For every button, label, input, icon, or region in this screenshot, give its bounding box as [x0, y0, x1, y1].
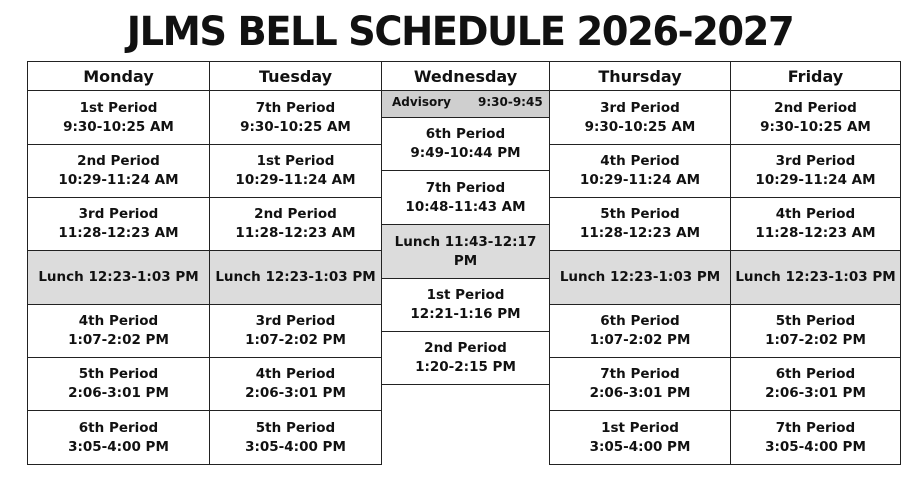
period-label: 3rd Period	[255, 313, 336, 329]
period-time: 10:29-11:24 AM	[755, 172, 876, 188]
period-cell	[549, 90, 731, 145]
period-time: 2:06-3:01 PM	[765, 385, 866, 401]
period-cell	[730, 144, 901, 198]
lunch-label: Lunch 12:23-1:03 PM	[215, 269, 376, 285]
page-title: JLMS BELL SCHEDULE 2026-2027	[126, 9, 794, 55]
period-cell	[549, 410, 731, 465]
period-time: 3:05-4:00 PM	[245, 438, 346, 455]
lunch-cell	[27, 250, 210, 305]
period-time: 9:30-10:25 AM	[240, 118, 351, 135]
period-cell	[730, 90, 901, 145]
period-cell	[549, 304, 731, 358]
period-time: 1:07-2:02 PM	[245, 332, 346, 348]
period-time: 1:07-2:02 PM	[589, 332, 691, 348]
period-cell	[381, 170, 550, 225]
period-label: 4th Period	[255, 366, 336, 382]
period-cell	[730, 410, 901, 465]
period-cell	[381, 278, 550, 332]
period-time: 9:30-10:25 AM	[63, 118, 174, 135]
day-header: Thursday	[549, 61, 731, 91]
period-time: 10:29-11:24 AM	[58, 172, 179, 188]
period-cell	[209, 144, 382, 198]
period-label: 5th Period	[600, 206, 680, 222]
period-time: 10:29-11:24 AM	[579, 172, 701, 188]
day-header: Monday	[27, 61, 210, 91]
period-label: 1st Period	[426, 287, 505, 303]
period-time: 11:28-12:23 AM	[58, 225, 179, 241]
period-time: 11:28-12:23 AM	[579, 225, 701, 241]
period-label: 5th Period	[775, 313, 856, 329]
period-time: 10:29-11:24 AM	[235, 172, 356, 188]
period-label: 3rd Period	[78, 206, 159, 222]
period-time: 12:21-1:16 PM	[410, 306, 521, 322]
lunch-label: Lunch 12:23-1:03 PM	[38, 269, 199, 285]
period-label: 2nd Period	[774, 99, 857, 116]
period-cell	[730, 304, 901, 358]
period-label: 5th Period	[78, 366, 159, 382]
period-label: 4th Period	[600, 153, 680, 169]
period-time: 1:07-2:02 PM	[765, 332, 866, 348]
period-time: 2:06-3:01 PM	[245, 385, 346, 401]
advisory-time: 9:30-9:45	[478, 95, 543, 109]
period-time: 9:30-10:25 AM	[760, 118, 871, 135]
period-cell	[209, 357, 382, 411]
period-cell	[381, 117, 550, 171]
period-label: 2nd Period	[254, 206, 337, 222]
period-cell	[209, 90, 382, 145]
period-time: 9:30-10:25 AM	[584, 118, 696, 135]
day-header: Wednesday	[381, 61, 550, 91]
lunch-cell	[549, 250, 731, 305]
period-label: 4th Period	[775, 206, 856, 222]
period-label: 6th Period	[775, 366, 856, 382]
period-cell	[381, 331, 550, 385]
period-label: 1st Period	[256, 153, 335, 169]
period-label: 7th Period	[255, 99, 336, 116]
lunch-cell	[209, 250, 382, 305]
period-cell	[549, 357, 731, 411]
day-header: Friday	[730, 61, 901, 91]
period-time: 2:06-3:01 PM	[589, 385, 691, 401]
period-cell	[27, 410, 210, 465]
period-cell	[730, 357, 901, 411]
period-cell	[27, 90, 210, 145]
period-time: 1:07-2:02 PM	[68, 332, 169, 348]
lunch-label: Lunch 12:23-1:03 PM	[735, 269, 896, 285]
period-time: 11:28-12:23 AM	[755, 225, 876, 241]
period-cell	[27, 304, 210, 358]
period-time: 11:28-12:23 AM	[235, 225, 356, 241]
period-time: 9:49-10:44 PM	[410, 145, 521, 161]
period-time: 1:20-2:15 PM	[415, 359, 516, 375]
period-cell	[209, 410, 382, 465]
period-time: 10:48-11:43 AM	[405, 198, 526, 215]
advisory-cell	[381, 90, 550, 118]
period-time: 2:06-3:01 PM	[68, 385, 169, 401]
period-label: 4th Period	[78, 313, 159, 329]
period-label: 6th Period	[600, 313, 680, 329]
period-cell	[27, 197, 210, 251]
period-label: 7th Period	[600, 366, 680, 382]
period-label: 3rd Period	[600, 99, 680, 116]
lunch-cell	[730, 250, 901, 305]
lunch-label: Lunch 12:23-1:03 PM	[559, 269, 721, 285]
period-time: 3:05-4:00 PM	[68, 438, 169, 455]
period-label: 7th Period	[775, 419, 856, 436]
period-label: 5th Period	[255, 419, 336, 436]
period-label: 1st Period	[601, 419, 679, 436]
period-cell	[549, 144, 731, 198]
period-cell	[549, 197, 731, 251]
period-label: 1st Period	[79, 99, 158, 116]
period-time: 3:05-4:00 PM	[765, 438, 866, 455]
day-header: Tuesday	[209, 61, 382, 91]
period-cell	[730, 197, 901, 251]
advisory-label: Advisory	[392, 95, 451, 109]
lunch-label: Lunch 11:43-12:17 PM	[394, 233, 537, 269]
period-cell	[209, 197, 382, 251]
period-label: 2nd Period	[424, 340, 507, 356]
lunch-cell	[381, 224, 550, 279]
period-time: 3:05-4:00 PM	[589, 438, 691, 455]
period-label: 7th Period	[425, 179, 506, 196]
period-label: 6th Period	[78, 419, 159, 436]
period-cell	[27, 144, 210, 198]
period-cell	[27, 357, 210, 411]
period-label: 2nd Period	[77, 153, 160, 169]
period-cell	[209, 304, 382, 358]
period-label: 3rd Period	[775, 153, 856, 169]
period-label: 6th Period	[425, 126, 506, 142]
